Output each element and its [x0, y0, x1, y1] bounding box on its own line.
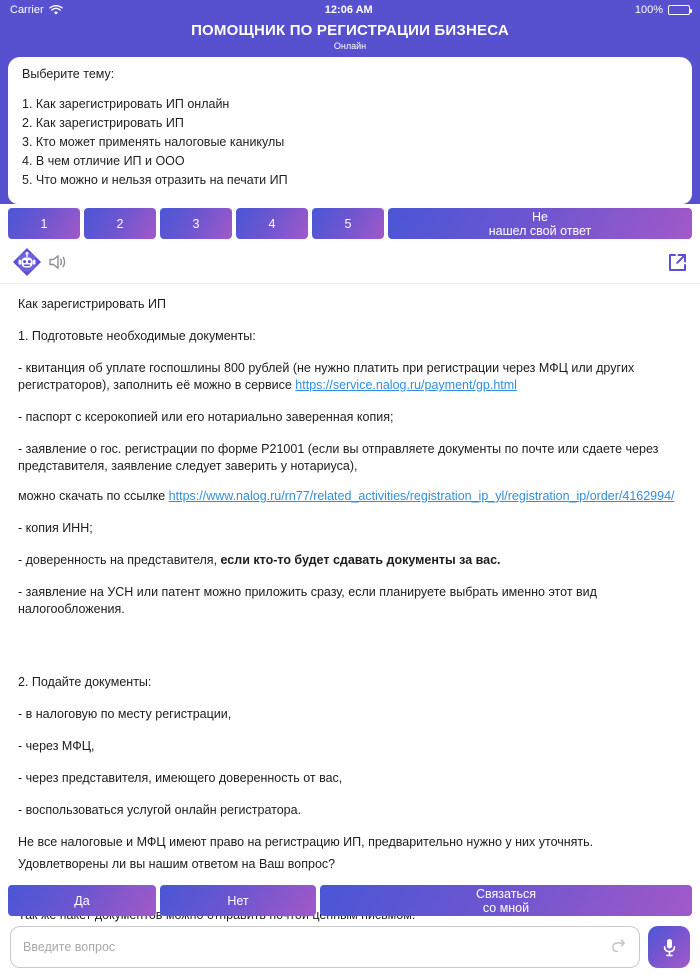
speaker-glyph: [48, 253, 68, 271]
list-item: 1. Как зарегистрировать ИП онлайн: [22, 97, 230, 111]
question-input[interactable]: [23, 940, 610, 954]
answer-step-2: 2. Подайте документы:: [18, 675, 152, 689]
send-icon[interactable]: [610, 937, 627, 957]
list-item: 2. Как зарегистрировать ИП: [22, 116, 184, 130]
status-bar-right: [635, 4, 690, 16]
answer-title: Как зарегистрировать ИП: [18, 297, 166, 311]
contact-line-2: со мной: [482, 900, 530, 915]
not-found-answer-button[interactable]: [388, 208, 692, 239]
list-item: 5. Что можно и нельзя отразить на печати ИП: [22, 173, 288, 187]
topic-button-3[interactable]: 3: [160, 208, 232, 239]
answer-note-1: Не все налоговые и МФЦ имеют право на регистрацию ИП, предварительно нужно у них уточнять.: [18, 835, 594, 849]
feedback-question: Удовлетворены ли вы нашим ответом на Ваш вопрос?: [0, 853, 700, 881]
topic-button-2[interactable]: 2: [84, 208, 156, 239]
answer-doc-6: - заявление на УСН или патент можно приложить сразу, если планируете выбрать именно этот вид налогообложения.: [18, 585, 597, 616]
answer-doc-5-pre: - доверенность на представителя,: [18, 553, 221, 567]
answer-doc-4: - копия ИНН;: [18, 521, 93, 535]
question-input-shell[interactable]: [10, 926, 640, 968]
not-found-line-2: нашел свой ответ: [488, 223, 592, 238]
service-nalog-link[interactable]: https://service.nalog.ru/payment/gp.html: [295, 378, 517, 392]
contact-line-1: Связаться: [476, 886, 536, 901]
send-glyph: [610, 937, 627, 957]
answer-doc-3-link-pre: можно скачать по ссылке: [18, 489, 169, 503]
nalog-order-link[interactable]: https://www.nalog.ru/rn77/related_activities/registration_ip_yl/registration_ip/order/4162994/: [168, 489, 675, 503]
external-link-glyph: [667, 252, 688, 273]
answer-doc-3-link-line: [18, 488, 682, 505]
topic-list: [22, 95, 678, 190]
status-bar: [0, 0, 700, 20]
topic-button-4[interactable]: 4: [236, 208, 308, 239]
composer: [0, 916, 700, 980]
carrier-label: Carrier: [10, 4, 44, 16]
answer-step-1: 1. Подготовьте необходимые документы:: [18, 329, 256, 343]
answer-doc-1-text: - квитанция об уплате госпошлины 800 рублей (не нужно платить при регистрации через МФЦ или других регистраторов), заполнить её можно в сервисе: [18, 361, 635, 392]
feedback-button-row: [0, 881, 700, 916]
microphone-icon: [662, 937, 677, 958]
feedback-yes-button[interactable]: Да: [8, 885, 156, 916]
battery-percent-label: 100%: [634, 4, 663, 16]
list-item: 4. В чем отличие ИП и ООО: [22, 154, 185, 168]
answer-way-3: - через представителя, имеющего доверенность от вас,: [18, 771, 343, 785]
not-found-line-1: Не: [532, 209, 548, 224]
topic-button-row: [0, 204, 700, 239]
topic-card: [8, 57, 692, 204]
answer-way-2: - через МФЦ,: [18, 739, 95, 753]
answer-doc-1: [18, 360, 682, 394]
list-item: 3. Кто может применять налоговые каникулы: [22, 135, 285, 149]
topic-button-5[interactable]: 5: [312, 208, 384, 239]
battery-icon: [668, 5, 690, 15]
microphone-button[interactable]: [648, 926, 690, 968]
answer-way-4: - воспользоваться услугой онлайн регистратора.: [18, 803, 302, 817]
topic-button-1[interactable]: 1: [8, 208, 80, 239]
answer-toolbar: [0, 239, 700, 283]
feedback-no-button[interactable]: Нет: [160, 885, 316, 916]
status-badge: Онлайн: [333, 41, 367, 51]
app-header: [0, 20, 700, 57]
topic-card-wrap: [0, 57, 700, 204]
answer-body: [0, 283, 700, 853]
clock: 12:06 AM: [324, 4, 373, 16]
speaker-icon[interactable]: [48, 253, 68, 271]
answer-doc-2: - паспорт с ксерокопией или его нотариально заверенная копия;: [18, 410, 394, 424]
status-bar-left: [10, 4, 63, 16]
answer-doc-5-bold: если кто-то будет сдавать документы за вас.: [220, 553, 501, 567]
contact-me-button[interactable]: [320, 885, 692, 916]
answer-way-1: - в налоговую по месту регистрации,: [18, 707, 232, 721]
answer-doc-3: - заявление о гос. регистрации по форме Р21001 (если вы отправляете документы по почте или сдаете через представителя, заявление следует заверить у нотариуса),: [18, 442, 659, 473]
external-link-icon[interactable]: [667, 252, 688, 273]
page-title: ПОМОЩНИК ПО РЕГИСТРАЦИИ БИЗНЕСА: [191, 22, 509, 39]
answer-doc-5: [18, 552, 682, 569]
topic-card-heading: Выберите тему:: [22, 67, 115, 81]
bot-avatar-icon: [12, 247, 42, 277]
wifi-icon: [49, 5, 63, 16]
